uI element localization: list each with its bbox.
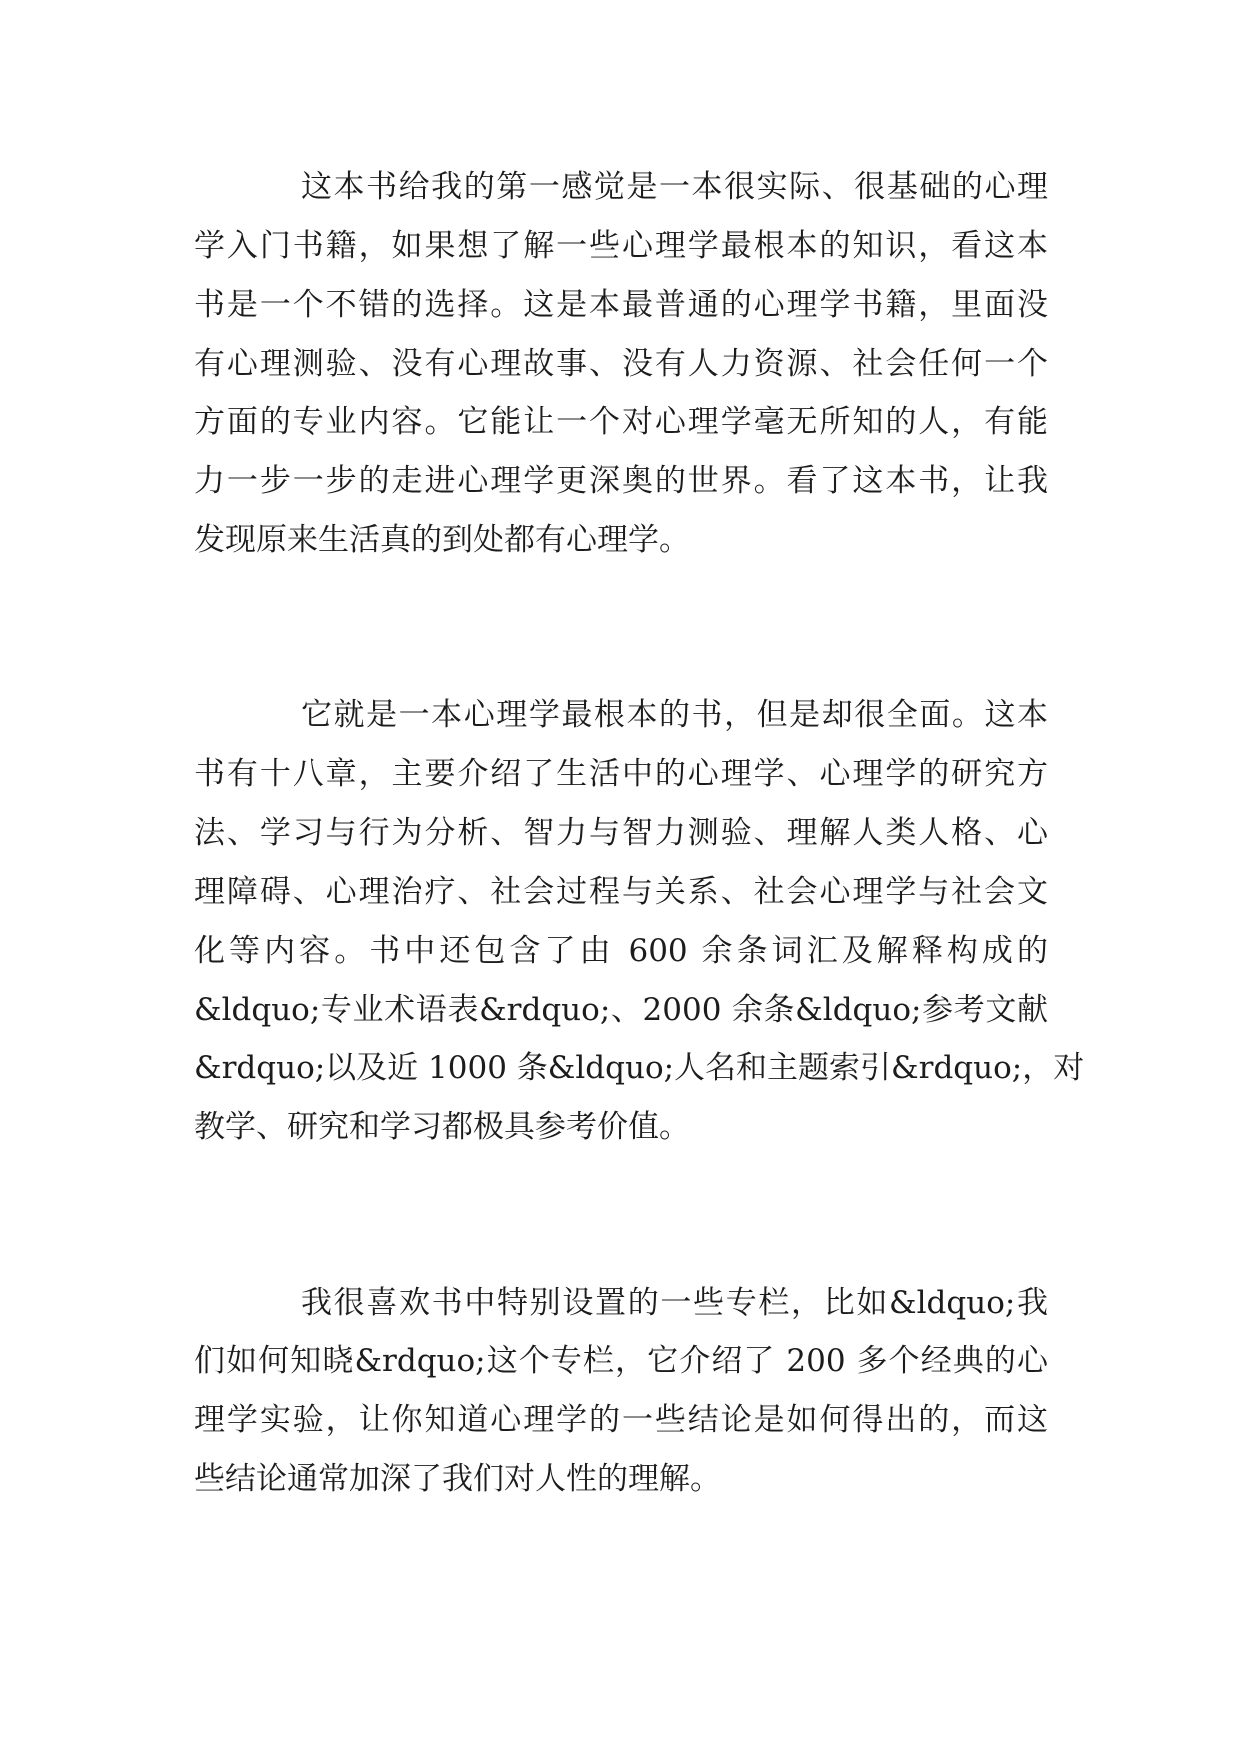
- paragraph-line: 法、学习与行为分析、智力与智力测验、理解人类人格、心: [194, 815, 1048, 851]
- paragraph-line: 它就是一本心理学最根本的书，但是却很全面。这本: [301, 697, 1048, 733]
- paragraph-line: 这本书给我的第一感觉是一本很实际、很基础的心理: [301, 169, 1048, 205]
- paragraph-line: &ldquo;专业术语表&rdquo;、2000 余条&ldquo;参考文献: [194, 992, 1048, 1028]
- paragraph-line: 发现原来生活真的到处都有心理学。: [194, 522, 690, 558]
- paragraph-line: 我很喜欢书中特别设置的一些专栏，比如&ldquo;我: [301, 1285, 1048, 1321]
- paragraph-line: 们如何知晓&rdquo;这个专栏，它介绍了 200 多个经典的心: [194, 1343, 1048, 1379]
- paragraph-line: 方面的专业内容。它能让一个对心理学毫无所知的人，有能: [194, 404, 1048, 440]
- paragraph-line: 书是一个不错的选择。这是本最普通的心理学书籍，里面没: [194, 287, 1048, 323]
- paragraph-line: 力一步一步的走进心理学更深奥的世界。看了这本书，让我: [194, 463, 1048, 499]
- paragraph-line: 些结论通常加深了我们对人性的理解。: [194, 1461, 721, 1497]
- paragraph-line: 化等内容。书中还包含了由 600 余条词汇及解释构成的: [194, 933, 1048, 969]
- paragraph-line: 理障碍、心理治疗、社会过程与关系、社会心理学与社会文: [194, 874, 1048, 910]
- paragraph-line: 教学、研究和学习都极具参考价值。: [194, 1109, 690, 1145]
- paragraph-line: 有心理测验、没有心理故事、没有人力资源、社会任何一个: [194, 346, 1048, 382]
- paragraph-line: 学入门书籍，如果想了解一些心理学最根本的知识，看这本: [194, 228, 1048, 264]
- paragraph-line: 书有十八章，主要介绍了生活中的心理学、心理学的研究方: [194, 756, 1048, 792]
- paragraph-line: 理学实验，让你知道心理学的一些结论是如何得出的，而这: [194, 1402, 1048, 1438]
- paragraph-line: &rdquo;以及近 1000 条&ldquo;人名和主题索引&rdquo;，对: [194, 1050, 1085, 1086]
